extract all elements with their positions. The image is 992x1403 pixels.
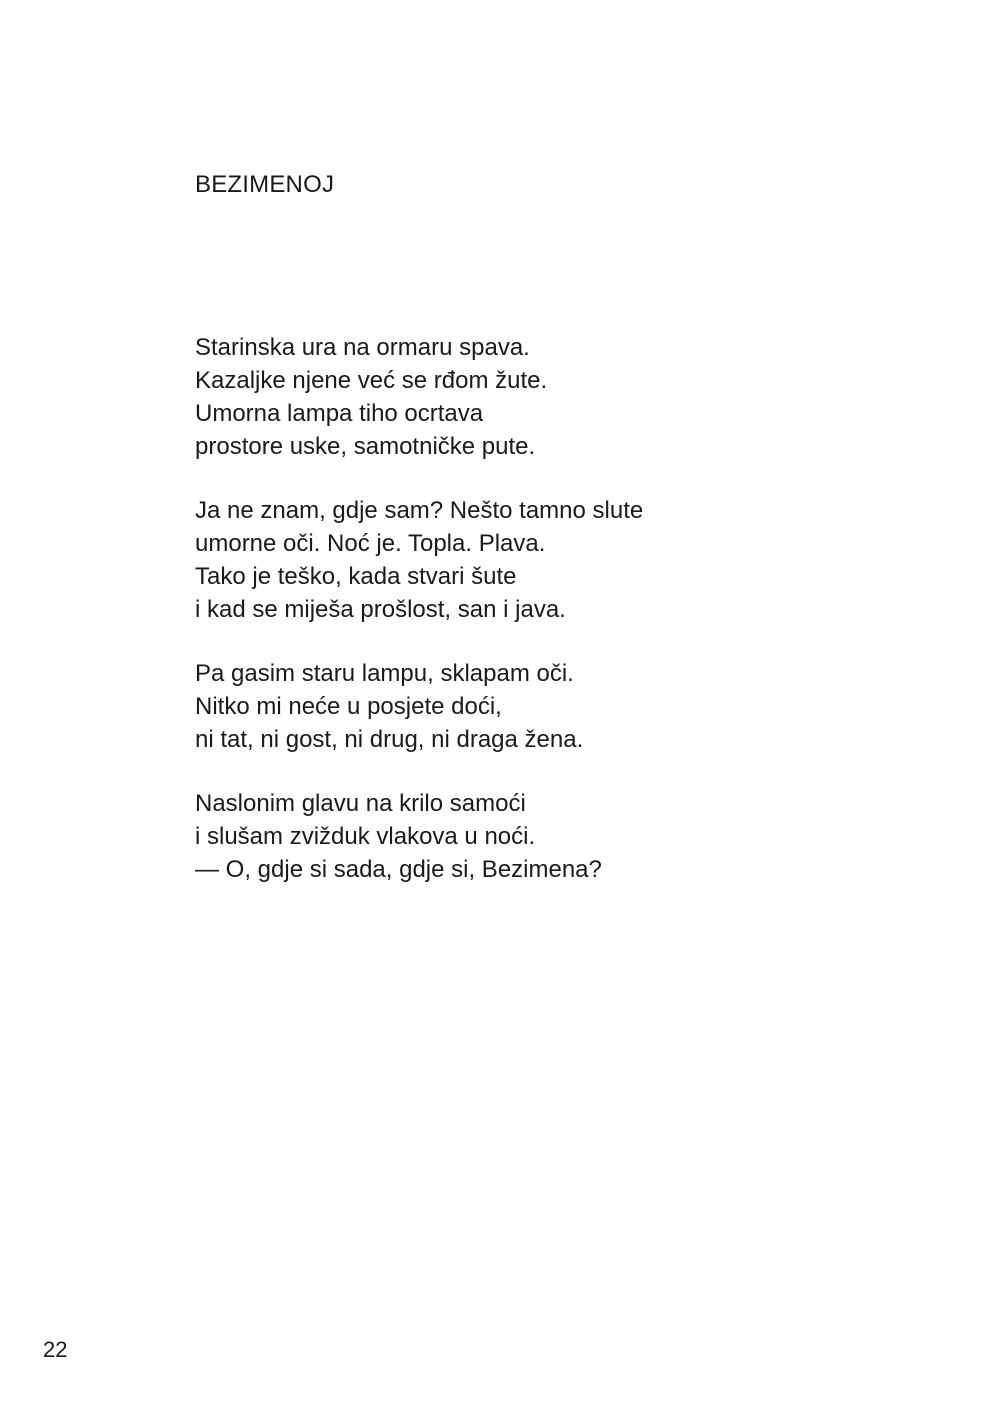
- poem-title: BEZIMENOJ: [195, 171, 335, 198]
- poem-line: i kad se miješa prošlost, san i java.: [195, 596, 566, 623]
- poem-line: Kazaljke njene već se rđom žute.: [195, 367, 548, 394]
- poem-line: umorne oči. Noć je. Topla. Plava.: [195, 530, 546, 557]
- poem-line: Naslonim glavu na krilo samoći: [195, 790, 526, 817]
- poem-line: Nitko mi neće u posjete doći,: [195, 693, 502, 720]
- poem-line: Ja ne znam, gdje sam? Nešto tamno slute: [195, 497, 644, 524]
- page-number: 22: [43, 1337, 68, 1362]
- poem-line: i slušam zvižduk vlakova u noći.: [195, 823, 536, 850]
- poem-line: — O, gdje si sada, gdje si, Bezimena?: [195, 856, 602, 883]
- poem-line: Pa gasim staru lampu, sklapam oči.: [195, 660, 574, 687]
- poem-line: Umorna lampa tiho ocrtava: [195, 400, 484, 427]
- stanza-2: [195, 494, 895, 626]
- poem-line: Tako je teško, kada stvari šute: [195, 563, 517, 590]
- stanza-4: [195, 787, 895, 886]
- poem-line: ni tat, ni gost, ni drug, ni draga žena.: [195, 726, 584, 753]
- stanza-3: [195, 657, 895, 756]
- poem-line: prostore uske, samotničke pute.: [195, 433, 536, 460]
- poem-body: [195, 331, 895, 917]
- poem-line: Starinska ura na ormaru spava.: [195, 334, 530, 361]
- stanza-1: [195, 331, 895, 463]
